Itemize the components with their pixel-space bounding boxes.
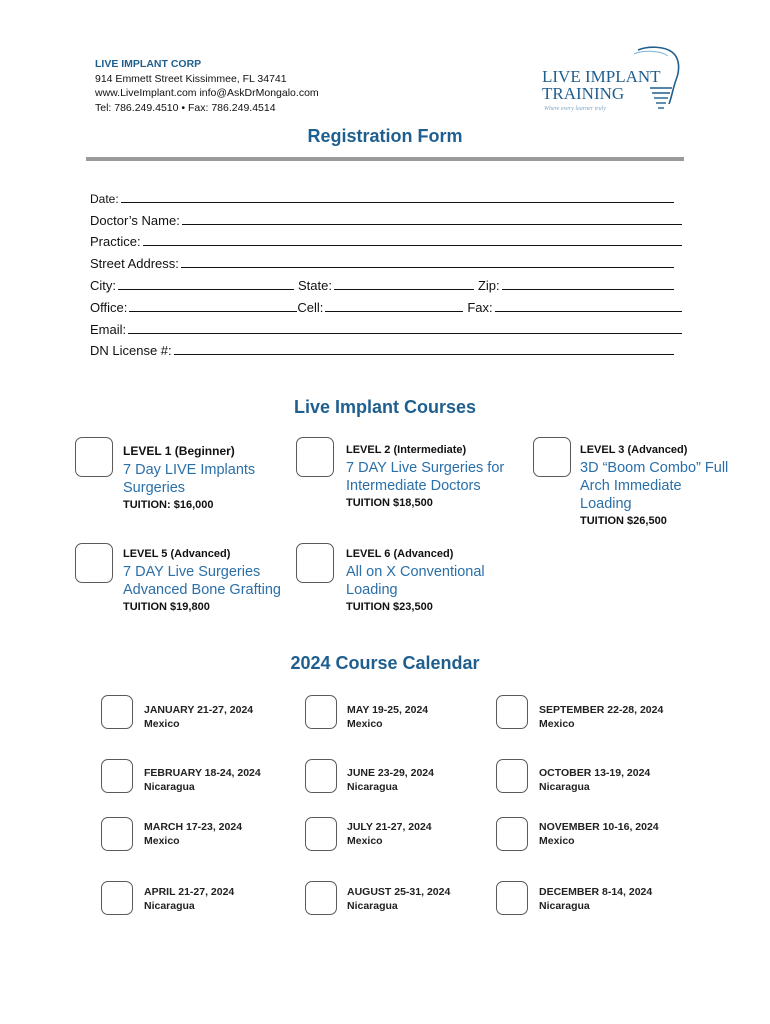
calendar-entry-mar (144, 820, 242, 848)
doctor-name-field[interactable] (182, 211, 682, 225)
city-field[interactable] (118, 276, 294, 290)
email-field[interactable] (128, 320, 682, 334)
course-tuition: TUITION $26,500 (580, 515, 667, 527)
calendar-date: AUGUST 25-31, 2024 (347, 886, 451, 898)
calendar-jan-checkbox[interactable] (101, 695, 133, 729)
zip-field[interactable] (502, 276, 674, 290)
calendar-entry-aug (347, 885, 450, 913)
license-row (90, 337, 682, 359)
course-tuition: TUITION $18,500 (346, 497, 433, 509)
calendar-date: JANUARY 21-27, 2024 (144, 704, 254, 716)
calendar-date: JUNE 23-29, 2024 (347, 767, 434, 779)
course-name: 7 DAY Live Surgeries Advanced Bone Grafting (123, 564, 281, 598)
calendar-entry-dec (539, 885, 652, 913)
calendar-nov-checkbox[interactable] (496, 817, 528, 851)
calendar-entry-jan (144, 703, 253, 731)
practice-row (90, 228, 682, 250)
course-level3 (580, 444, 730, 527)
calendar-location: Nicaragua (347, 781, 398, 793)
logo-line2: TRAINING (542, 84, 625, 103)
course-level-label: LEVEL 1 (Beginner) (123, 444, 235, 458)
calendar-date: DECEMBER 8-14, 2024 (539, 886, 653, 898)
calendar-entry-feb (144, 766, 261, 794)
course-level1-checkbox[interactable] (75, 437, 113, 477)
calendar-location: Nicaragua (144, 900, 195, 912)
course-level1 (123, 444, 283, 511)
company-address: 914 Emmett Street Kissimmee, FL 34741 (95, 72, 287, 85)
doctor-row (90, 206, 682, 228)
course-level2-checkbox[interactable] (296, 437, 334, 477)
calendar-location: Mexico (144, 835, 180, 847)
course-tuition: TUITION $23,500 (346, 601, 433, 613)
company-phone: Tel: 786.249.4510 • Fax: 786.249.4514 (95, 101, 276, 114)
practice-field[interactable] (143, 232, 682, 246)
calendar-entry-jul (347, 820, 432, 848)
calendar-may-checkbox[interactable] (305, 695, 337, 729)
calendar-entry-sep (539, 703, 663, 731)
date-field[interactable] (121, 189, 674, 203)
calendar-location: Nicaragua (539, 900, 590, 912)
registration-fields (90, 184, 682, 358)
calendar-location: Mexico (539, 718, 575, 730)
cell-label: Cell: (297, 299, 324, 315)
calendar-date: NOVEMBER 10-16, 2024 (539, 821, 659, 833)
course-level3-checkbox[interactable] (533, 437, 571, 477)
calendar-jun-checkbox[interactable] (305, 759, 337, 793)
calendar-location: Nicaragua (144, 781, 195, 793)
calendar-entry-may (347, 703, 428, 731)
phone-row (90, 293, 682, 315)
email-row (90, 315, 682, 337)
live-implant-training-logo (538, 44, 686, 114)
company-name: LIVE IMPLANT CORP (95, 58, 202, 70)
course-level-label: LEVEL 2 (Intermediate) (346, 444, 467, 456)
course-name: 7 DAY Live Surgeries for Intermediate Doctors (346, 460, 505, 494)
calendar-location: Mexico (347, 718, 383, 730)
calendar-entry-apr (144, 885, 234, 913)
calendar-mar-checkbox[interactable] (101, 817, 133, 851)
city-state-zip-row (90, 271, 682, 293)
calendar-entry-nov (539, 820, 659, 848)
course-name: All on X Conventional Loading (346, 564, 485, 598)
course-level5 (123, 548, 298, 613)
license-field[interactable] (174, 341, 674, 355)
logo-tagline: Where every learner truly (544, 106, 606, 112)
email-label: Email: (90, 321, 127, 337)
course-tuition: TUITION: $16,000 (123, 499, 214, 511)
calendar-location: Mexico (347, 835, 383, 847)
logo-line1: LIVE IMPLANT (542, 67, 661, 86)
practice-label: Practice: (90, 234, 141, 250)
date-label: Date: (90, 191, 119, 206)
street-address-label: Street Address: (90, 256, 179, 272)
calendar-location: Mexico (144, 718, 180, 730)
zip-label: Zip: (477, 277, 500, 293)
cell-field[interactable] (325, 298, 463, 312)
calendar-apr-checkbox[interactable] (101, 881, 133, 915)
state-field[interactable] (334, 276, 474, 290)
calendar-date: MAY 19-25, 2024 (347, 704, 429, 716)
state-label: State: (298, 277, 332, 293)
fax-field[interactable] (495, 298, 682, 312)
calendar-date: FEBRUARY 18-24, 2024 (144, 767, 261, 779)
calendar-jul-checkbox[interactable] (305, 817, 337, 851)
company-web: www.LiveImplant.com info@AskDrMongalo.com (95, 87, 319, 99)
tooth-logo-icon (538, 44, 686, 114)
calendar-date: SEPTEMBER 22-28, 2024 (539, 704, 664, 716)
course-level-label: LEVEL 6 (Advanced) (346, 548, 454, 560)
calendar-oct-checkbox[interactable] (496, 759, 528, 793)
course-tuition: TUITION $19,800 (123, 601, 210, 613)
calendar-sep-checkbox[interactable] (496, 695, 528, 729)
courses-title: Live Implant Courses (293, 397, 477, 417)
course-level-label: LEVEL 5 (Advanced) (123, 548, 231, 560)
calendar-entry-jun (347, 766, 434, 794)
course-level-label: LEVEL 3 (Advanced) (580, 444, 688, 456)
date-row (90, 184, 682, 206)
doctor-name-label: Doctor’s Name: (90, 212, 180, 228)
course-level6-checkbox[interactable] (296, 543, 334, 583)
calendar-entry-oct (539, 766, 650, 794)
calendar-dec-checkbox[interactable] (496, 881, 528, 915)
calendar-title: 2024 Course Calendar (290, 653, 480, 673)
course-level2 (346, 444, 526, 509)
course-level6 (346, 548, 506, 613)
calendar-location: Mexico (539, 835, 575, 847)
calendar-aug-checkbox[interactable] (305, 881, 337, 915)
office-field[interactable] (129, 298, 297, 312)
license-label: DN License #: (90, 343, 172, 359)
calendar-location: Nicaragua (347, 900, 398, 912)
title-divider (86, 157, 684, 161)
street-row (90, 249, 682, 271)
calendar-feb-checkbox[interactable] (101, 759, 133, 793)
street-address-field[interactable] (181, 254, 674, 268)
calendar-date: APRIL 21-27, 2024 (144, 886, 235, 898)
fax-label: Fax: (467, 299, 493, 315)
city-label: City: (90, 277, 116, 293)
office-label: Office: (90, 299, 128, 315)
calendar-location: Nicaragua (539, 781, 590, 793)
course-level5-checkbox[interactable] (75, 543, 113, 583)
calendar-date: JULY 21-27, 2024 (347, 821, 432, 833)
course-name: 3D “Boom Combo” Full Arch Immediate Loading (580, 460, 729, 512)
registration-form-title: Registration Form (307, 126, 463, 146)
calendar-date: MARCH 17-23, 2024 (144, 821, 243, 833)
company-info (95, 57, 319, 115)
course-name: 7 Day LIVE Implants Surgeries (123, 462, 256, 496)
calendar-date: OCTOBER 13-19, 2024 (539, 767, 651, 779)
